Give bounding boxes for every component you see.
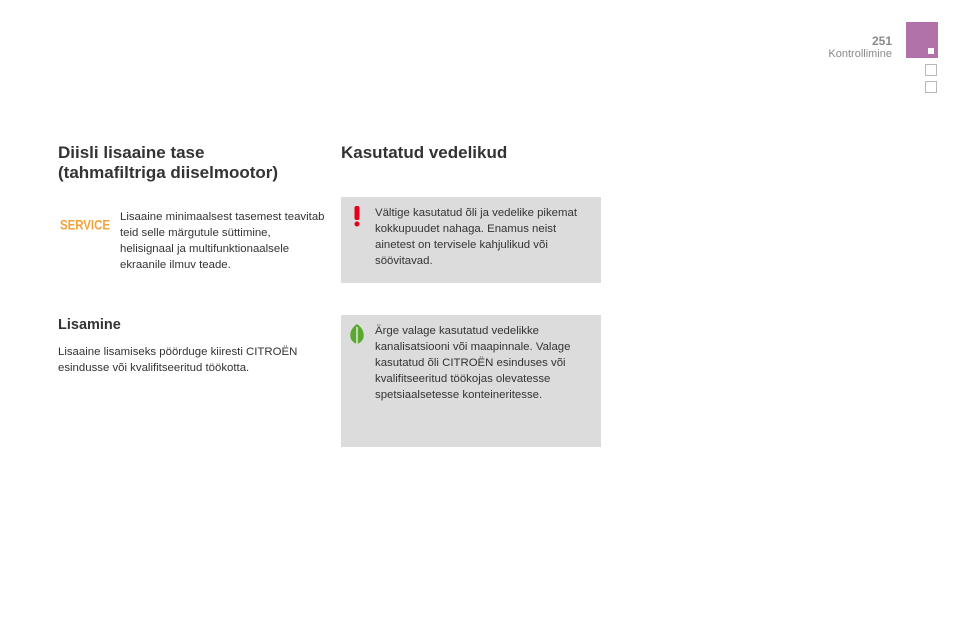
leaf-environment-icon <box>348 323 366 345</box>
additive-heading-line2: (tahmafiltriga diiselmootor) <box>58 163 279 182</box>
service-icon-label: SERVICE <box>60 216 110 233</box>
nav-box-2[interactable] <box>925 81 937 93</box>
service-text: Lisaaine minimaalsest tasemest teavitab teid selle märgutule süttimine, helisignaal ja multifunktionaalsele ekraanile ilmuv teade. <box>120 211 325 271</box>
warning-box <box>341 197 601 283</box>
fluids-heading: Kasutatud vedelikud <box>341 143 508 162</box>
refill-text: Lisaaine lisamiseks pöörduge kiiresti CITROËN esindusse või kvalifitseeritud töökotta. <box>58 346 298 374</box>
service-notice <box>58 210 325 290</box>
service-warning-icon <box>60 216 110 232</box>
chapter-tab-marker <box>928 48 934 54</box>
environment-box <box>341 315 601 447</box>
additive-heading-line1: Diisli lisaaine tase <box>58 143 205 162</box>
left-column <box>58 143 325 377</box>
additive-heading <box>58 143 322 183</box>
section-label: Kontrollimine <box>828 48 892 60</box>
environment-text: Ärge valage kasutatud vedelikke kanalisatsiooni või maapinnale. Valage kasutatud õli CITROËN esinduses või kvalifitseeritud töökojas olevatesse spetsiaalsetesse konteineritesse. <box>375 325 571 401</box>
page-number: 251 <box>871 34 892 48</box>
exclamation-warning-icon <box>348 205 366 227</box>
refill-heading: Lisamine <box>58 317 121 333</box>
right-column <box>341 143 603 163</box>
warning-text: Vältige kasutatud õli ja vedelike pikemat kokkupuudet nahaga. Enamus neist ainetest on tervisele kahjulikud või söövitavad. <box>375 207 577 267</box>
nav-box-1[interactable] <box>925 64 937 76</box>
chapter-tab[interactable] <box>906 22 938 58</box>
